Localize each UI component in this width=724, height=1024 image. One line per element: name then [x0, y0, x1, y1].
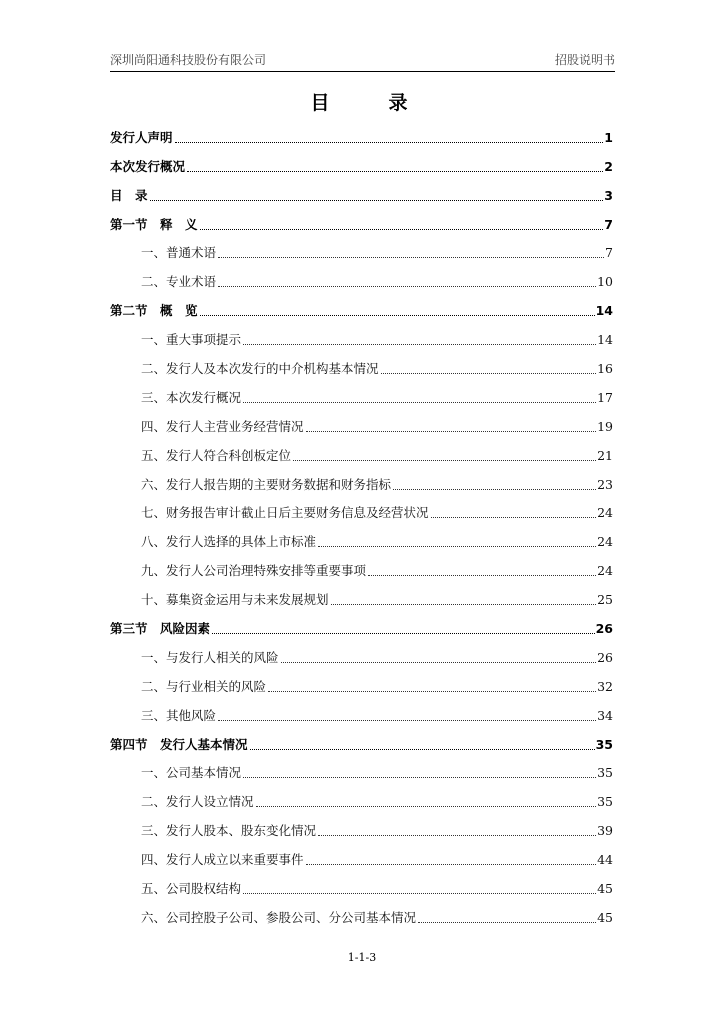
header-company-name: 深圳尚阳通科技股份有限公司	[110, 53, 267, 67]
toc-subsection-entry[interactable]	[110, 817, 613, 846]
toc-section-entry[interactable]	[110, 297, 613, 326]
toc-subsection-entry[interactable]	[110, 644, 613, 673]
toc-dot-leader	[293, 460, 596, 461]
toc-dot-leader	[175, 142, 604, 143]
toc-subsection-entry[interactable]	[110, 846, 613, 875]
toc-entry-label: 三、发行人股本、股东变化情况	[141, 823, 317, 839]
toc-entry-page: 34	[597, 707, 613, 723]
toc-entry-page: 35	[595, 736, 613, 752]
toc-entry-label: 第一节 释 义	[110, 216, 198, 232]
toc-section-entry[interactable]	[110, 153, 613, 182]
toc-dot-leader	[218, 720, 596, 721]
toc-entry-label: 二、与行业相关的风险	[141, 678, 267, 694]
toc-section-entry[interactable]	[110, 182, 613, 211]
toc-entry-label: 四、发行人成立以来重要事件	[141, 852, 304, 868]
toc-subsection-entry[interactable]	[110, 904, 613, 933]
toc-dot-leader	[318, 546, 596, 547]
toc-entry-page: 17	[597, 389, 613, 405]
toc-entry-label: 一、公司基本情况	[141, 765, 242, 781]
toc-entry-page: 16	[597, 361, 613, 377]
toc-dot-leader	[218, 286, 596, 287]
toc-entry-page: 21	[597, 447, 613, 463]
toc-entry-label: 六、发行人报告期的主要财务数据和财务指标	[141, 476, 392, 492]
toc-entry-page: 26	[597, 649, 613, 665]
toc-entry-page: 24	[597, 563, 613, 579]
toc-entry-label: 第二节 概 览	[110, 303, 198, 319]
header-document-type: 招股说明书	[554, 53, 615, 67]
toc-entry-label: 二、发行人及本次发行的中介机构基本情况	[141, 361, 379, 377]
toc-dot-leader	[256, 806, 597, 807]
toc-dot-leader	[187, 171, 603, 172]
toc-subsection-entry[interactable]	[110, 586, 613, 615]
toc-dot-leader	[418, 922, 596, 923]
toc-subsection-entry[interactable]	[110, 326, 613, 355]
toc-subsection-entry[interactable]	[110, 528, 613, 557]
toc-subsection-entry[interactable]	[110, 442, 613, 471]
toc-section-entry[interactable]	[110, 211, 613, 240]
toc-entry-page: 26	[595, 621, 613, 637]
toc-dot-leader	[331, 604, 597, 605]
toc-entry-label: 五、发行人符合科创板定位	[141, 447, 292, 463]
toc-dot-leader	[200, 315, 595, 316]
toc-entry-label: 三、其他风险	[141, 707, 217, 723]
toc-subsection-entry[interactable]	[110, 355, 613, 384]
page-title: 目 录	[310, 92, 428, 114]
toc-dot-leader	[150, 200, 604, 201]
toc-entry-page: 39	[597, 823, 613, 839]
toc-dot-leader	[212, 633, 595, 634]
table-of-contents	[110, 124, 613, 933]
toc-dot-leader	[218, 257, 604, 258]
toc-entry-page: 45	[597, 881, 613, 897]
toc-entry-page: 3	[604, 187, 613, 203]
toc-entry-page: 45	[597, 909, 613, 925]
toc-entry-label: 一、重大事项提示	[141, 332, 242, 348]
toc-entry-page: 25	[597, 592, 613, 608]
toc-entry-label: 发行人声明	[110, 129, 173, 145]
toc-section-entry[interactable]	[110, 124, 613, 153]
toc-entry-page: 24	[597, 534, 613, 550]
toc-entry-page: 23	[597, 476, 613, 492]
toc-entry-page: 2	[604, 158, 613, 174]
toc-entry-label: 七、财务报告审计截止日后主要财务信息及经营状况	[141, 505, 429, 521]
toc-entry-label: 四、发行人主营业务经营情况	[141, 418, 304, 434]
toc-entry-label: 第四节 发行人基本情况	[110, 736, 248, 752]
toc-subsection-entry[interactable]	[110, 673, 613, 702]
toc-dot-leader	[200, 229, 604, 230]
toc-entry-page: 14	[597, 332, 613, 348]
toc-subsection-entry[interactable]	[110, 240, 613, 269]
page-header	[110, 49, 615, 72]
toc-entry-label: 第三节 风险因素	[110, 621, 211, 637]
toc-entry-label: 三、本次发行概况	[141, 389, 242, 405]
toc-entry-page: 35	[597, 794, 613, 810]
toc-section-entry[interactable]	[110, 731, 613, 760]
toc-entry-label: 六、公司控股子公司、参股公司、分公司基本情况	[141, 909, 417, 925]
toc-entry-page: 7	[604, 216, 613, 232]
toc-dot-leader	[306, 864, 597, 865]
toc-section-entry[interactable]	[110, 615, 613, 644]
toc-entry-label: 二、发行人设立情况	[141, 794, 254, 810]
toc-entry-page: 24	[597, 505, 613, 521]
toc-subsection-entry[interactable]	[110, 268, 613, 297]
toc-entry-page: 10	[597, 274, 613, 290]
toc-entry-label: 本次发行概况	[110, 158, 186, 174]
toc-entry-page: 32	[597, 678, 613, 694]
toc-subsection-entry[interactable]	[110, 760, 613, 789]
toc-dot-leader	[243, 344, 596, 345]
toc-entry-label: 八、发行人选择的具体上市标准	[141, 534, 317, 550]
toc-dot-leader	[243, 893, 596, 894]
toc-dot-leader	[281, 662, 597, 663]
toc-dot-leader	[243, 777, 596, 778]
toc-entry-label: 二、专业术语	[141, 274, 217, 290]
toc-dot-leader	[243, 402, 596, 403]
toc-subsection-entry[interactable]	[110, 471, 613, 500]
toc-dot-leader	[393, 489, 596, 490]
toc-dot-leader	[306, 431, 597, 432]
toc-subsection-entry[interactable]	[110, 557, 613, 586]
toc-entry-label: 目 录	[110, 187, 148, 203]
toc-subsection-entry[interactable]	[110, 413, 613, 442]
toc-subsection-entry[interactable]	[110, 702, 613, 731]
toc-entry-label: 一、普通术语	[141, 245, 217, 261]
toc-entry-label: 九、发行人公司治理特殊安排等重要事项	[141, 563, 367, 579]
toc-entry-page: 7	[605, 245, 613, 261]
toc-entry-page: 44	[597, 852, 613, 868]
toc-dot-leader	[431, 517, 597, 518]
toc-entry-page: 1	[604, 129, 613, 145]
toc-subsection-entry[interactable]	[110, 875, 613, 904]
toc-dot-leader	[268, 691, 596, 692]
page-number: 1-1-3	[347, 951, 377, 964]
toc-dot-leader	[381, 373, 597, 374]
toc-entry-label: 五、公司股权结构	[141, 881, 242, 897]
toc-entry-page: 14	[595, 303, 613, 319]
toc-entry-page: 35	[597, 765, 613, 781]
toc-dot-leader	[250, 749, 595, 750]
toc-subsection-entry[interactable]	[110, 788, 613, 817]
toc-dot-leader	[318, 835, 596, 836]
toc-entry-page: 19	[597, 418, 613, 434]
toc-entry-label: 一、与发行人相关的风险	[141, 649, 279, 665]
toc-entry-label: 十、募集资金运用与未来发展规划	[141, 592, 329, 608]
toc-subsection-entry[interactable]	[110, 384, 613, 413]
toc-dot-leader	[368, 575, 596, 576]
toc-subsection-entry[interactable]	[110, 500, 613, 529]
